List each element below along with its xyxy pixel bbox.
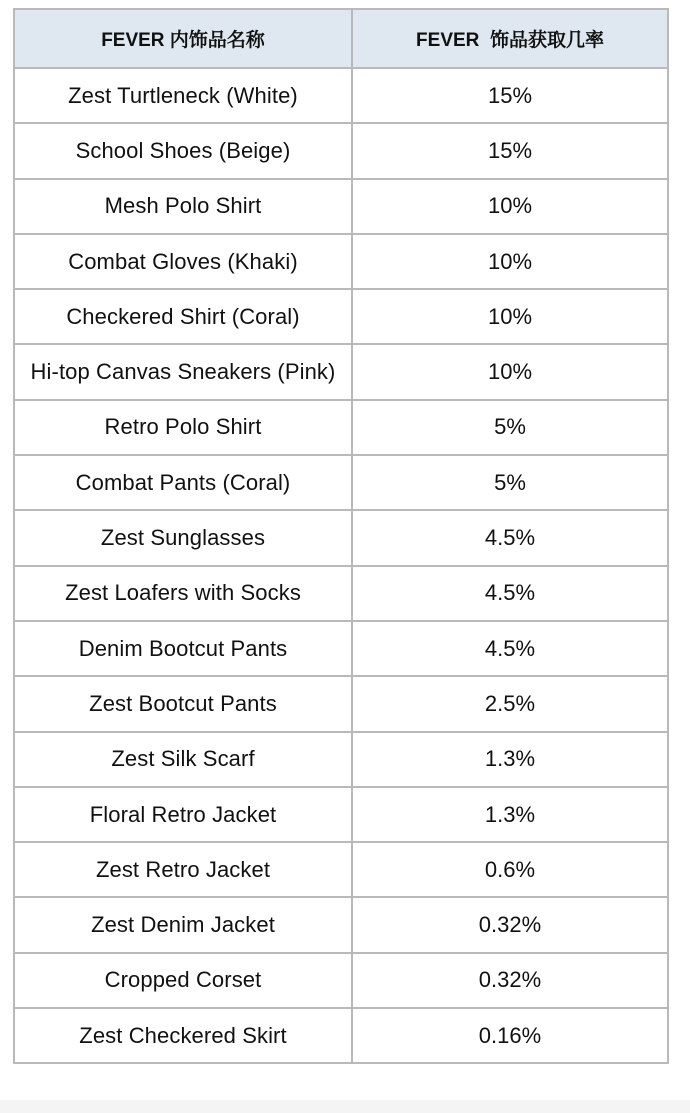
table-row: [14, 842, 668, 897]
table-row: [14, 566, 668, 621]
table-row: [14, 1008, 668, 1063]
table-row: [14, 123, 668, 178]
drop-rate-cell: 10%: [352, 344, 668, 399]
table-row: [14, 289, 668, 344]
table-row: [14, 621, 668, 676]
item-name-cell: Zest Checkered Skirt: [14, 1008, 352, 1063]
column-header-drop-rate: FEVER 饰品获取几率: [352, 9, 668, 68]
item-name-cell: Cropped Corset: [14, 953, 352, 1008]
fever-item-odds-table: [13, 8, 669, 1064]
table-row: [14, 676, 668, 731]
table-header-row: [14, 9, 668, 68]
item-name-cell: Zest Retro Jacket: [14, 842, 352, 897]
item-name-cell: Retro Polo Shirt: [14, 400, 352, 455]
item-name-cell: Zest Silk Scarf: [14, 732, 352, 787]
table-row: [14, 455, 668, 510]
item-name-cell: Zest Bootcut Pants: [14, 676, 352, 731]
drop-rate-cell: 5%: [352, 400, 668, 455]
item-name-cell: Zest Sunglasses: [14, 510, 352, 565]
item-name-cell: Hi-top Canvas Sneakers (Pink): [14, 344, 352, 399]
item-name-cell: School Shoes (Beige): [14, 123, 352, 178]
item-name-cell: Floral Retro Jacket: [14, 787, 352, 842]
table-body: [14, 68, 668, 1063]
drop-rate-cell: 10%: [352, 289, 668, 344]
item-name-cell: Checkered Shirt (Coral): [14, 289, 352, 344]
drop-rate-cell: 5%: [352, 455, 668, 510]
drop-rate-cell: 0.32%: [352, 953, 668, 1008]
drop-rate-cell: 0.16%: [352, 1008, 668, 1063]
column-header-item-name: FEVER 内饰品名称: [14, 9, 352, 68]
drop-rate-cell: 4.5%: [352, 566, 668, 621]
table-row: [14, 344, 668, 399]
table-row: [14, 953, 668, 1008]
table-row: [14, 897, 668, 952]
drop-rate-cell: 2.5%: [352, 676, 668, 731]
table-row: [14, 179, 668, 234]
table-row: [14, 787, 668, 842]
item-name-cell: Combat Gloves (Khaki): [14, 234, 352, 289]
item-name-cell: Zest Turtleneck (White): [14, 68, 352, 123]
table-row: [14, 234, 668, 289]
drop-rate-cell: 4.5%: [352, 510, 668, 565]
drop-rate-cell: 15%: [352, 68, 668, 123]
drop-rate-cell: 4.5%: [352, 621, 668, 676]
item-name-cell: Zest Loafers with Socks: [14, 566, 352, 621]
drop-rate-cell: 10%: [352, 234, 668, 289]
item-name-cell: Zest Denim Jacket: [14, 897, 352, 952]
drop-rate-cell: 0.32%: [352, 897, 668, 952]
drop-rate-cell: 0.6%: [352, 842, 668, 897]
drop-rate-cell: 1.3%: [352, 732, 668, 787]
drop-rate-cell: 10%: [352, 179, 668, 234]
item-name-cell: Mesh Polo Shirt: [14, 179, 352, 234]
table-row: [14, 68, 668, 123]
table-row: [14, 510, 668, 565]
item-name-cell: Denim Bootcut Pants: [14, 621, 352, 676]
table-row: [14, 400, 668, 455]
item-name-cell: Combat Pants (Coral): [14, 455, 352, 510]
drop-rate-cell: 15%: [352, 123, 668, 178]
drop-rate-cell: 1.3%: [352, 787, 668, 842]
table-row: [14, 732, 668, 787]
